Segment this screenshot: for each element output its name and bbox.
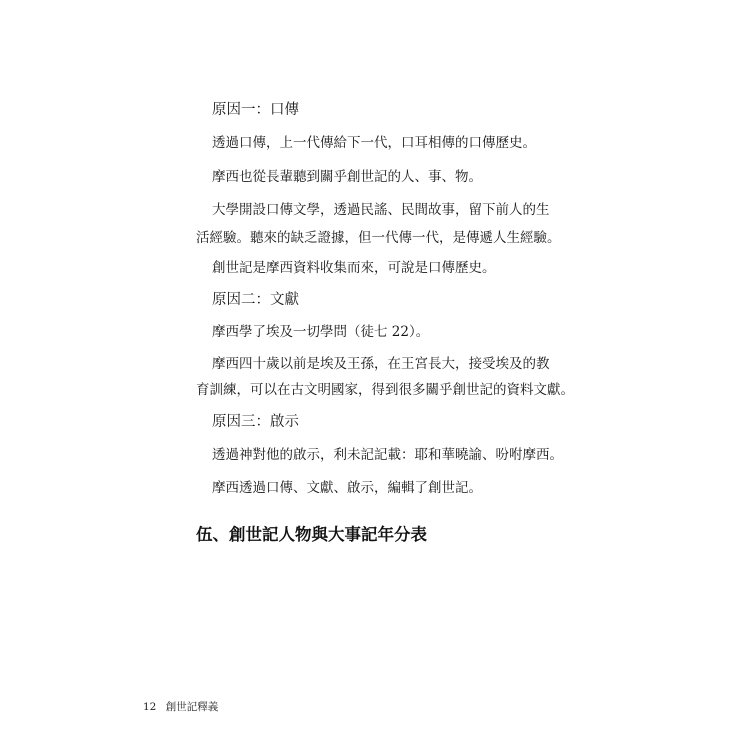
page-footer	[143, 701, 218, 714]
reason-two-paragraph-1: 摩西學了埃及一切學問（徒七 22）。	[212, 324, 430, 340]
page-number: 12	[143, 701, 157, 713]
reason-one-paragraph-1: 透過口傳，上一代傳給下一代，口耳相傳的口傳歷史。	[212, 135, 536, 151]
reason-three-paragraph-2: 摩西透過口傳、文獻、啟示，編輯了創世記。	[212, 480, 482, 496]
reason-two-paragraph-2-line-2: 育訓練，可以在古文明國家，得到很多關乎創世記的資料文獻。	[196, 382, 574, 398]
reason-one-heading: 原因一：口傳	[212, 102, 299, 118]
reason-two-heading: 原因二：文獻	[212, 292, 299, 308]
reason-three-heading: 原因三：啟示	[212, 414, 299, 430]
reason-one-paragraph-3-line-1: 大學開設口傳文學，透過民謠、民間故事，留下前人的生	[212, 202, 550, 218]
reason-three-paragraph-1: 透過神對他的啟示，利未記記載：耶和華曉諭、吩咐摩西。	[212, 447, 563, 463]
book-title: 創世記釋義	[165, 701, 219, 713]
reason-two-paragraph-2-line-1: 摩西四十歲以前是埃及王孫，在王宮長大，接受埃及的教	[212, 356, 550, 372]
reason-one-paragraph-2: 摩西也從長輩聽到關乎創世記的人、事、物。	[212, 169, 482, 185]
chapter-heading: 伍、創世記人物與大事記年分表	[196, 525, 427, 544]
reason-one-paragraph-3-line-2: 活經驗。聽來的缺乏證據，但一代傳一代，是傳遞人生經驗。	[196, 230, 561, 246]
reason-one-paragraph-4: 創世記是摩西資料收集而來，可說是口傳歷史。	[212, 260, 496, 276]
